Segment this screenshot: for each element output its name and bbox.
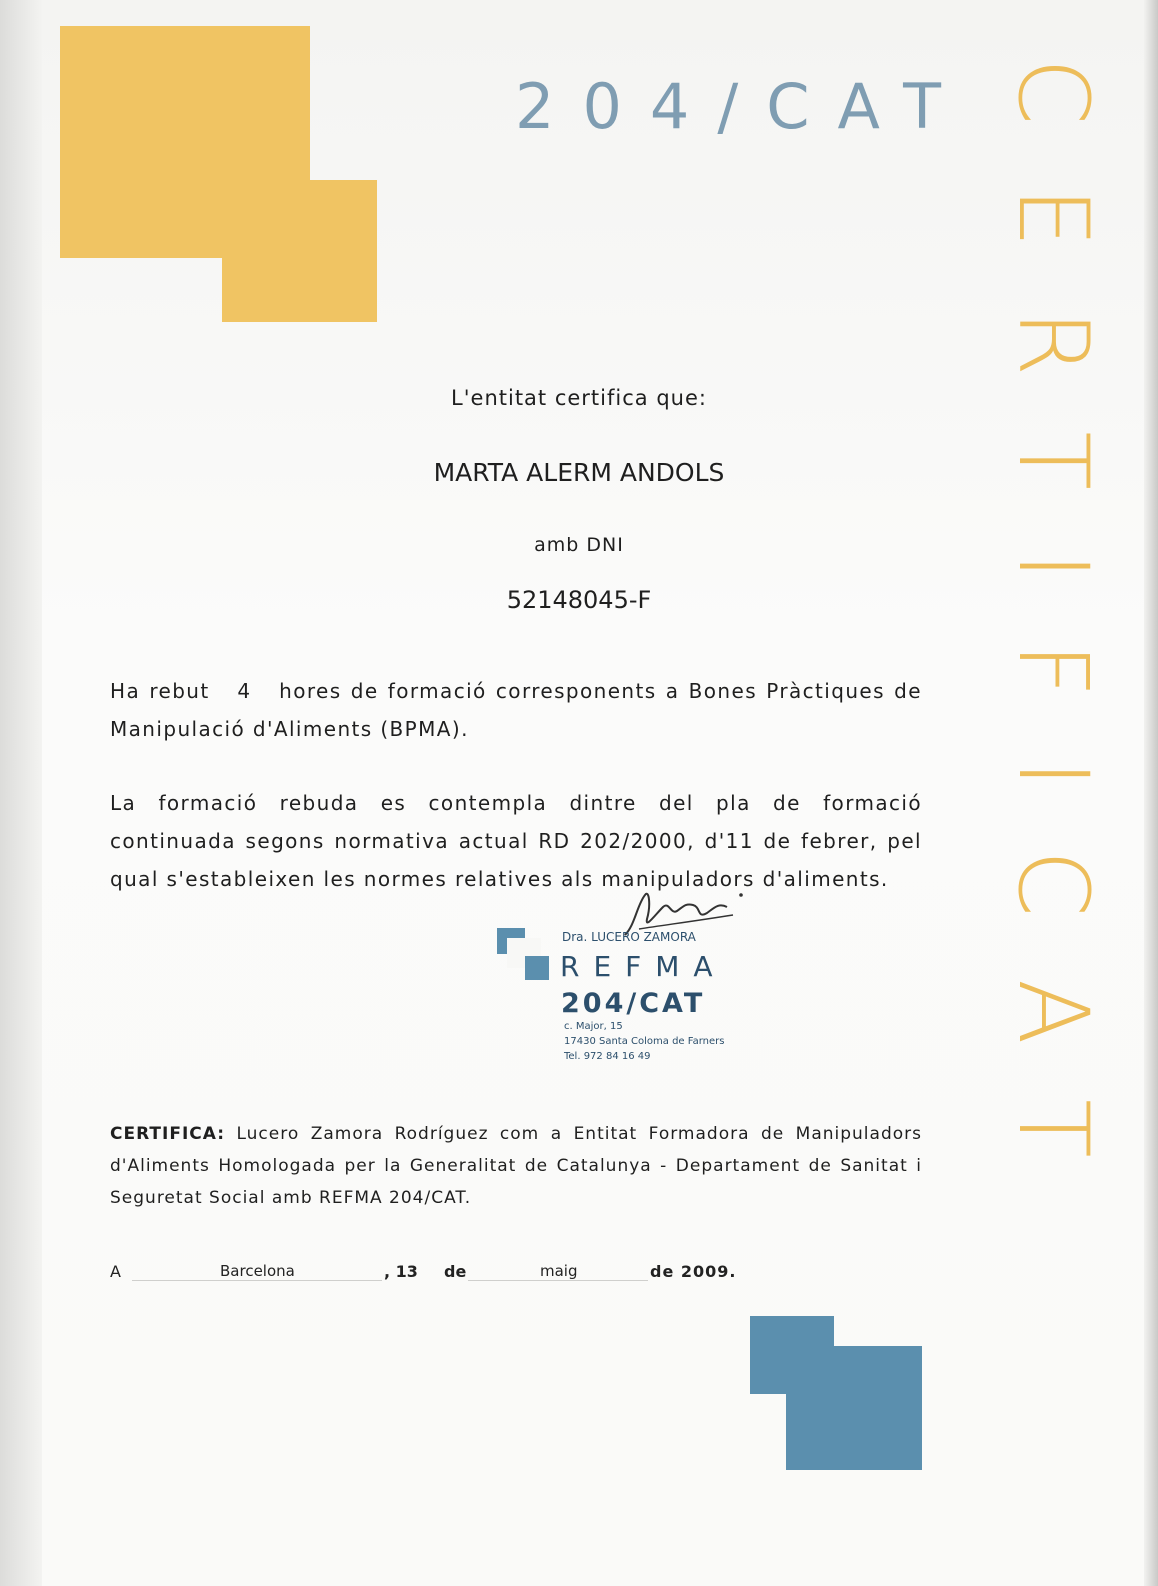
- received-text: Ha rebut: [110, 679, 210, 703]
- training-paragraph: [110, 672, 922, 748]
- stamp-address2: 17430 Santa Coloma de Farners: [564, 1036, 725, 1047]
- scan-right-edge: [1144, 0, 1158, 1586]
- date-de: de: [444, 1262, 467, 1281]
- refma-logo-icon: [497, 928, 557, 984]
- month-line: [468, 1280, 648, 1281]
- hours-value: 4: [237, 679, 252, 703]
- stamp-doctor: Dra. LUCERO ZAMORA: [562, 930, 696, 944]
- date-place: Barcelona: [220, 1262, 295, 1280]
- scan-left-edge: [0, 0, 42, 1586]
- blue-square-large: [786, 1346, 922, 1470]
- certifica-label: CERTIFICA:: [110, 1124, 226, 1144]
- intro-text: L'entitat certifica que:: [451, 386, 707, 410]
- recipient-name: MARTA ALERM ANDOLS: [433, 458, 725, 487]
- stamp-phone: Tel. 972 84 16 49: [564, 1051, 651, 1062]
- date-year: de 2009.: [650, 1262, 737, 1281]
- vertical-title: CERTIFICAT: [997, 58, 1109, 1220]
- date-month: maig: [540, 1262, 578, 1280]
- stamp-org: REFMA: [560, 950, 727, 983]
- certifica-text: Lucero Zamora Rodríguez com a Entitat Formadora de Manipuladors d'Aliments Homologada per la Generalitat de Catalunya - Departament de Sanitat i Seguretat Social amb REFMA 204/CAT.: [110, 1124, 922, 1208]
- date-prefix: A: [110, 1262, 121, 1281]
- place-line: [132, 1280, 382, 1281]
- stamp-code: 204/CAT: [561, 988, 706, 1019]
- id-value: 52148045-F: [506, 586, 652, 614]
- date-day: , 13: [384, 1262, 418, 1281]
- regulation-paragraph: La formació rebuda es contempla dintre del pla de formació continuada segons normativa actual RD 202/2000, d'11 de febrer, pel qual s'estableixen les normes relatives als manipuladors d'aliments.: [110, 791, 922, 891]
- gold-square-small: [222, 180, 377, 322]
- stamp-address1: c. Major, 15: [564, 1021, 623, 1032]
- training-description: hores de formació corresponents a Bones Pràctiques de Manipulació d'Aliments (BPMA).: [110, 679, 922, 741]
- id-label: amb DNI: [534, 534, 624, 556]
- certifica-paragraph: [110, 1118, 922, 1214]
- header-code: 204/CAT: [515, 70, 969, 143]
